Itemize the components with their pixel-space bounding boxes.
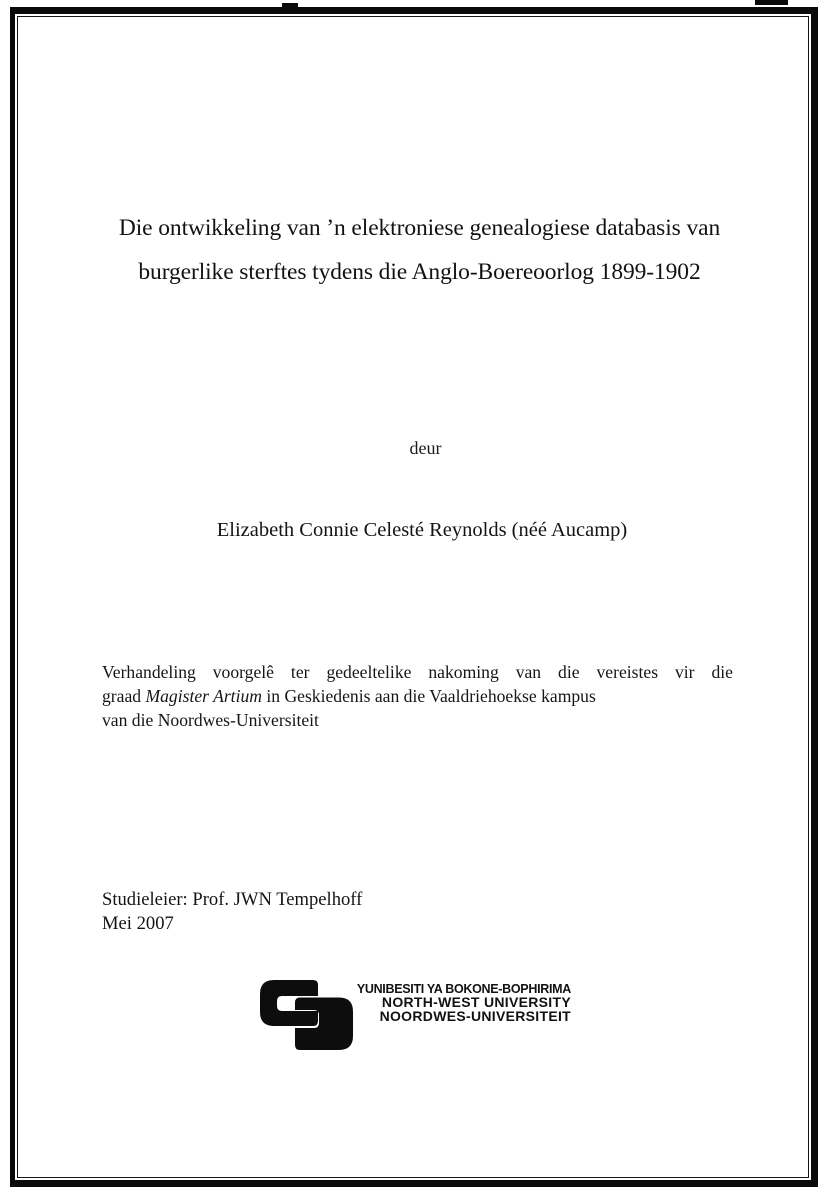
- byline-label: deur: [409, 438, 442, 458]
- university-logo: [260, 980, 590, 1054]
- scan-artifact: [755, 0, 788, 5]
- degree-name: Magister Artium: [145, 685, 262, 706]
- thesis-title: [50, 206, 789, 294]
- logo-name-setswana: YUNIBESITI YA BOKONE-BOPHIRIMA: [356, 982, 571, 996]
- thesis-title-line2: burgerlike sterftes tydens die Anglo-Boereoorlog 1899-1902: [138, 259, 701, 285]
- degree-statement-line2-post: in Geskiedenis aan die Vaaldriehoekse kampus: [261, 685, 596, 706]
- thesis-title-line1: Die ontwikkeling van ’n elektroniese genealogiese databasis van: [118, 215, 721, 241]
- date-line: Mei 2007: [102, 912, 174, 934]
- logo-name-afrikaans: NOORDWES-UNIVERSITEIT: [379, 1007, 571, 1024]
- supervisor-line: Studieleier: Prof. JWN Tempelhoff: [102, 889, 363, 910]
- author-name: Elizabeth Connie Celesté Reynolds (néé Aucamp): [216, 519, 628, 541]
- degree-statement-line1: Verhandeling voorgelê ter gedeeltelike nakoming van die vereistes vir die: [102, 662, 733, 682]
- degree-statement-line2: [102, 685, 733, 709]
- degree-statement-line3: van die Noordwes-Universiteit: [102, 709, 319, 730]
- logo-name-english: NORTH-WEST UNIVERSITY: [381, 994, 571, 1011]
- degree-statement: [102, 661, 733, 732]
- supervisor-block: [102, 888, 362, 935]
- scan-artifact: [282, 3, 298, 7]
- university-logo-text: [319, 983, 571, 1023]
- degree-statement-line2-pre: graad: [102, 685, 146, 706]
